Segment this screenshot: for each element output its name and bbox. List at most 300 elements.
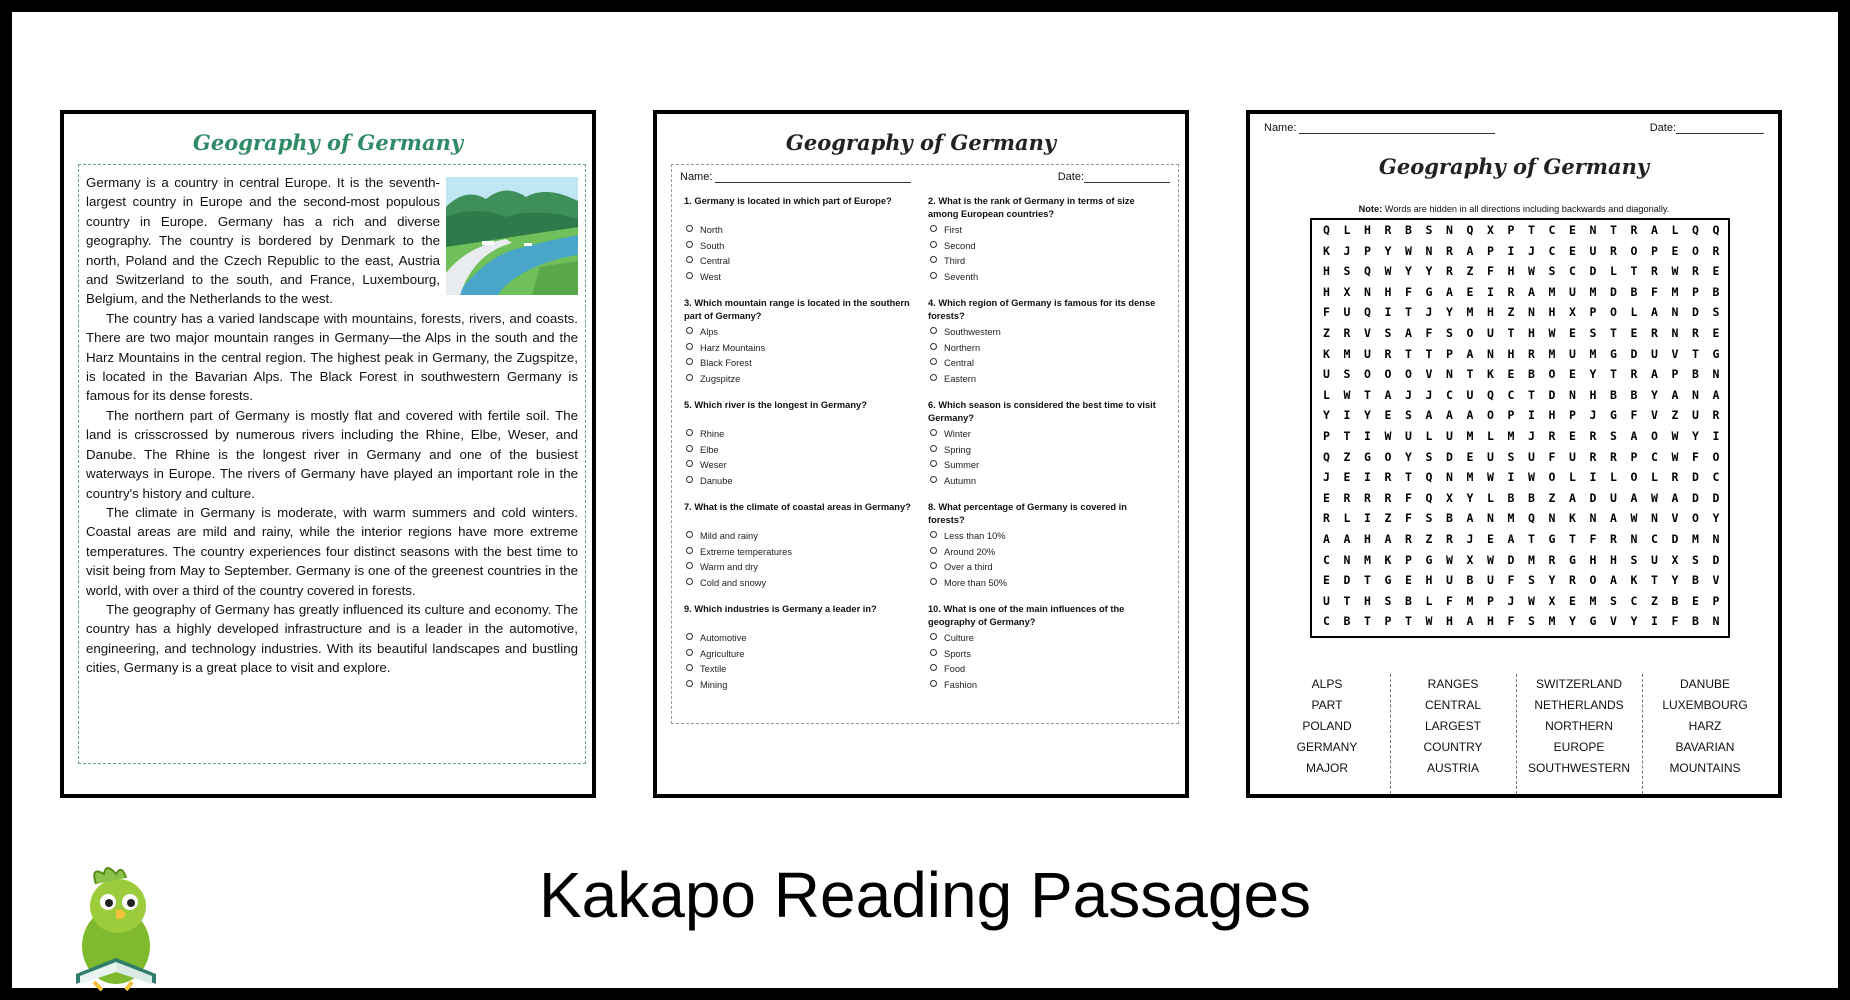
option[interactable]: Less than 10% [930, 529, 1164, 545]
grid-letter[interactable]: S [1405, 408, 1412, 423]
grid-letter[interactable]: V [1364, 326, 1371, 340]
grid-letter[interactable]: Y [1405, 449, 1412, 464]
grid-letter[interactable]: H [1610, 552, 1617, 567]
grid-letter[interactable]: I [1589, 470, 1597, 485]
option[interactable]: Rhine [686, 427, 920, 443]
grid-letter[interactable]: T [1651, 573, 1658, 588]
grid-letter[interactable]: S [1425, 223, 1433, 237]
grid-letter[interactable]: R [1364, 490, 1371, 505]
grid-letter[interactable]: D [1548, 387, 1556, 402]
grid-letter[interactable]: K [1487, 367, 1494, 382]
grid-letter[interactable]: B [1610, 387, 1617, 402]
grid-letter[interactable]: F [1323, 305, 1330, 320]
grid-letter[interactable]: B [1630, 284, 1638, 299]
grid-letter[interactable]: Z [1384, 511, 1392, 526]
grid-letter[interactable]: U [1466, 387, 1474, 402]
grid-letter[interactable]: I [1487, 284, 1494, 299]
grid-letter[interactable]: U [1651, 552, 1658, 567]
grid-letter[interactable]: P [1712, 593, 1720, 608]
grid-letter[interactable]: R [1630, 223, 1638, 237]
grid-letter[interactable]: F [1446, 593, 1453, 608]
grid-letter[interactable]: N [1671, 326, 1679, 340]
grid-letter[interactable]: P [1671, 367, 1679, 382]
grid-letter[interactable]: X [1487, 223, 1494, 237]
grid-letter[interactable]: R [1630, 367, 1638, 382]
grid-letter[interactable]: B [1528, 490, 1535, 505]
grid-letter[interactable]: S [1528, 573, 1535, 588]
grid-letter[interactable]: Z [1507, 305, 1515, 320]
grid-letter[interactable]: N [1446, 223, 1453, 237]
grid-letter[interactable]: A [1610, 573, 1617, 588]
grid-letter[interactable]: N [1487, 346, 1494, 361]
grid-letter[interactable]: U [1569, 284, 1576, 299]
grid-letter[interactable]: S [1384, 593, 1392, 608]
grid-letter[interactable]: P [1384, 614, 1392, 629]
grid-letter[interactable]: Y [1384, 243, 1392, 258]
grid-letter[interactable]: C [1323, 614, 1330, 629]
grid-letter[interactable]: U [1569, 346, 1576, 361]
option[interactable]: South [686, 239, 920, 255]
grid-letter[interactable]: J [1528, 243, 1535, 258]
grid-letter[interactable]: P [1364, 243, 1371, 258]
grid-letter[interactable]: E [1671, 243, 1679, 258]
grid-letter[interactable]: E [1466, 449, 1474, 464]
option[interactable]: Winter [930, 427, 1164, 443]
grid-letter[interactable]: D [1692, 305, 1699, 320]
grid-letter[interactable]: W [1487, 552, 1494, 567]
grid-letter[interactable]: H [1528, 326, 1535, 340]
option[interactable]: Fashion [930, 678, 1164, 694]
grid-letter[interactable]: G [1548, 532, 1556, 546]
grid-letter[interactable]: G [1589, 614, 1597, 629]
grid-letter[interactable]: D [1671, 532, 1679, 546]
grid-letter[interactable]: A [1466, 614, 1474, 629]
grid-letter[interactable]: L [1569, 470, 1576, 485]
grid-letter[interactable]: E [1630, 326, 1638, 340]
grid-letter[interactable]: O [1692, 243, 1699, 258]
grid-letter[interactable]: Q [1692, 223, 1699, 237]
grid-letter[interactable]: B [1528, 367, 1535, 382]
grid-letter[interactable]: A [1384, 532, 1392, 546]
option[interactable]: Mining [686, 678, 920, 694]
grid-letter[interactable]: A [1630, 429, 1638, 443]
grid-letter[interactable]: R [1446, 532, 1453, 546]
grid-letter[interactable]: C [1507, 387, 1515, 402]
grid-letter[interactable]: R [1692, 326, 1699, 340]
grid-letter[interactable]: P [1630, 449, 1638, 464]
grid-letter[interactable]: O [1589, 573, 1597, 588]
grid-letter[interactable]: A [1446, 284, 1453, 299]
grid-letter[interactable]: H [1589, 387, 1597, 402]
date-line[interactable] [1676, 133, 1764, 134]
grid-letter[interactable]: Y [1466, 490, 1474, 505]
grid-letter[interactable]: H [1364, 593, 1371, 608]
grid-letter[interactable]: K [1630, 573, 1638, 588]
grid-letter[interactable]: P [1487, 243, 1494, 258]
grid-letter[interactable]: H [1446, 614, 1453, 629]
grid-letter[interactable]: V [1671, 346, 1679, 361]
grid-letter[interactable]: Q [1487, 387, 1494, 402]
grid-letter[interactable]: D [1343, 573, 1351, 588]
grid-letter[interactable]: Z [1425, 532, 1433, 546]
grid-letter[interactable]: G [1425, 552, 1433, 567]
grid-letter[interactable]: O [1548, 367, 1556, 382]
grid-letter[interactable]: C [1651, 449, 1658, 464]
grid-letter[interactable]: W [1651, 490, 1658, 505]
grid-letter[interactable]: O [1384, 367, 1392, 382]
grid-letter[interactable]: R [1343, 326, 1351, 340]
option[interactable]: Elbe [686, 443, 920, 459]
grid-letter[interactable]: U [1446, 429, 1453, 443]
grid-letter[interactable]: N [1589, 223, 1597, 237]
grid-letter[interactable]: N [1425, 243, 1433, 258]
grid-letter[interactable]: B [1405, 223, 1412, 237]
grid-letter[interactable]: B [1692, 614, 1699, 629]
grid-letter[interactable]: A [1651, 367, 1658, 382]
grid-letter[interactable]: Q [1323, 223, 1330, 237]
grid-letter[interactable]: J [1466, 532, 1474, 546]
option[interactable]: Seventh [930, 270, 1164, 286]
option[interactable]: Central [686, 254, 920, 270]
grid-letter[interactable]: X [1343, 284, 1351, 299]
grid-letter[interactable]: A [1712, 387, 1720, 402]
grid-letter[interactable]: O [1651, 429, 1658, 443]
grid-letter[interactable]: U [1323, 593, 1330, 608]
grid-letter[interactable]: Y [1692, 429, 1699, 443]
grid-letter[interactable]: V [1671, 511, 1679, 526]
grid-letter[interactable]: L [1671, 223, 1679, 237]
grid-letter[interactable]: U [1610, 490, 1617, 505]
grid-letter[interactable]: S [1692, 552, 1699, 567]
grid-letter[interactable]: R [1405, 532, 1412, 546]
grid-letter[interactable]: B [1671, 593, 1679, 608]
grid-letter[interactable]: R [1651, 264, 1658, 279]
grid-letter[interactable]: X [1446, 490, 1453, 505]
grid-letter[interactable]: G [1610, 408, 1617, 423]
grid-letter[interactable]: N [1487, 511, 1494, 526]
grid-letter[interactable]: H [1364, 223, 1371, 237]
option[interactable]: Second [930, 239, 1164, 255]
grid-letter[interactable]: T [1405, 470, 1412, 485]
grid-letter[interactable]: Y [1323, 408, 1330, 423]
grid-letter[interactable]: W [1343, 387, 1351, 402]
grid-letter[interactable]: Y [1589, 367, 1597, 382]
grid-letter[interactable]: M [1466, 305, 1474, 320]
grid-letter[interactable]: T [1630, 264, 1638, 279]
grid-letter[interactable]: L [1323, 387, 1330, 402]
option[interactable]: Spring [930, 443, 1164, 459]
grid-letter[interactable]: N [1712, 614, 1720, 629]
grid-letter[interactable]: E [1323, 490, 1330, 505]
grid-letter[interactable]: I [1384, 305, 1392, 320]
grid-letter[interactable]: Y [1548, 573, 1556, 588]
grid-letter[interactable]: N [1528, 305, 1535, 320]
grid-letter[interactable]: S [1528, 614, 1535, 629]
grid-letter[interactable]: O [1405, 367, 1412, 382]
option[interactable]: First [930, 223, 1164, 239]
grid-letter[interactable]: W [1384, 264, 1392, 279]
grid-letter[interactable]: Z [1671, 408, 1679, 423]
grid-letter[interactable]: U [1323, 367, 1330, 382]
grid-letter[interactable]: I [1507, 470, 1515, 485]
grid-letter[interactable]: Z [1323, 326, 1330, 340]
grid-letter[interactable]: G [1364, 449, 1371, 464]
grid-letter[interactable]: R [1446, 243, 1453, 258]
grid-letter[interactable]: Z [1466, 264, 1474, 279]
grid-letter[interactable]: I [1364, 511, 1371, 526]
grid-letter[interactable]: L [1630, 305, 1638, 320]
grid-letter[interactable]: D [1507, 552, 1515, 567]
grid-letter[interactable]: E [1507, 367, 1515, 382]
grid-letter[interactable]: J [1528, 429, 1535, 443]
grid-letter[interactable]: O [1487, 408, 1494, 423]
option[interactable]: Black Forest [686, 356, 920, 372]
grid-letter[interactable]: P [1507, 223, 1515, 237]
grid-letter[interactable]: A [1610, 511, 1617, 526]
grid-letter[interactable]: G [1425, 284, 1433, 299]
grid-letter[interactable]: R [1528, 346, 1535, 361]
grid-letter[interactable]: V [1712, 573, 1720, 588]
grid-letter[interactable]: H [1507, 264, 1515, 279]
grid-letter[interactable]: P [1405, 552, 1412, 567]
grid-letter[interactable]: N [1569, 387, 1576, 402]
grid-letter[interactable]: L [1343, 511, 1351, 526]
grid-letter[interactable]: S [1548, 264, 1556, 279]
grid-letter[interactable]: M [1466, 429, 1474, 443]
grid-letter[interactable]: U [1651, 346, 1658, 361]
grid-letter[interactable]: P [1651, 243, 1658, 258]
grid-letter[interactable]: B [1446, 511, 1453, 526]
grid-letter[interactable]: A [1425, 408, 1433, 423]
option[interactable]: Third [930, 254, 1164, 270]
grid-letter[interactable]: H [1323, 284, 1330, 299]
option[interactable]: Zugspitze [686, 372, 920, 388]
grid-letter[interactable]: Q [1364, 264, 1371, 279]
grid-letter[interactable]: C [1548, 243, 1556, 258]
grid-letter[interactable]: M [1343, 346, 1351, 361]
grid-letter[interactable]: T [1610, 367, 1617, 382]
grid-letter[interactable]: D [1712, 552, 1720, 567]
grid-letter[interactable]: E [1487, 532, 1494, 546]
grid-letter[interactable]: H [1507, 346, 1515, 361]
grid-letter[interactable]: S [1712, 305, 1720, 320]
option[interactable]: Summer [930, 458, 1164, 474]
grid-letter[interactable]: A [1466, 511, 1474, 526]
grid-letter[interactable]: C [1651, 532, 1658, 546]
grid-letter[interactable]: I [1712, 429, 1720, 443]
grid-letter[interactable]: F [1651, 284, 1658, 299]
grid-letter[interactable]: L [1610, 470, 1617, 485]
grid-letter[interactable]: D [1610, 284, 1617, 299]
grid-letter[interactable]: I [1651, 614, 1658, 629]
grid-letter[interactable]: S [1425, 511, 1433, 526]
grid-letter[interactable]: B [1466, 573, 1474, 588]
grid-letter[interactable]: D [1589, 264, 1597, 279]
grid-letter[interactable]: Y [1405, 264, 1412, 279]
grid-letter[interactable]: A [1651, 305, 1658, 320]
grid-letter[interactable]: E [1569, 223, 1576, 237]
grid-letter[interactable]: F [1405, 511, 1412, 526]
option[interactable]: Around 20% [930, 545, 1164, 561]
grid-letter[interactable]: B [1507, 490, 1515, 505]
grid-letter[interactable]: M [1528, 552, 1535, 567]
grid-letter[interactable]: H [1323, 264, 1330, 279]
grid-letter[interactable]: M [1589, 284, 1597, 299]
grid-letter[interactable]: T [1692, 346, 1699, 361]
grid-letter[interactable]: M [1548, 346, 1556, 361]
grid-letter[interactable]: E [1569, 367, 1576, 382]
grid-letter[interactable]: S [1610, 593, 1617, 608]
grid-letter[interactable]: A [1671, 387, 1679, 402]
grid-letter[interactable]: N [1712, 367, 1720, 382]
option[interactable]: Textile [686, 662, 920, 678]
grid-letter[interactable]: R [1384, 223, 1392, 237]
grid-letter[interactable]: M [1364, 552, 1371, 567]
grid-letter[interactable]: L [1487, 429, 1494, 443]
grid-letter[interactable]: M [1671, 284, 1679, 299]
grid-letter[interactable]: M [1507, 511, 1515, 526]
grid-letter[interactable]: W [1548, 326, 1556, 340]
grid-letter[interactable]: R [1569, 573, 1576, 588]
grid-letter[interactable]: R [1446, 264, 1453, 279]
grid-letter[interactable]: Q [1323, 449, 1330, 464]
grid-letter[interactable]: M [1466, 470, 1474, 485]
grid-letter[interactable]: P [1589, 305, 1597, 320]
option[interactable]: Extreme temperatures [686, 545, 920, 561]
grid-letter[interactable]: C [1712, 470, 1720, 485]
grid-letter[interactable]: N [1446, 470, 1453, 485]
grid-letter[interactable]: Q [1425, 490, 1433, 505]
grid-letter[interactable]: M [1589, 593, 1597, 608]
grid-letter[interactable]: T [1610, 223, 1617, 237]
grid-letter[interactable]: U [1487, 573, 1494, 588]
grid-letter[interactable]: U [1405, 429, 1412, 443]
grid-letter[interactable]: P [1446, 346, 1453, 361]
grid-letter[interactable]: O [1610, 305, 1617, 320]
grid-letter[interactable]: E [1405, 573, 1412, 588]
grid-letter[interactable]: A [1466, 408, 1474, 423]
grid-letter[interactable]: E [1343, 470, 1351, 485]
grid-letter[interactable]: T [1425, 346, 1433, 361]
grid-letter[interactable]: H [1425, 573, 1433, 588]
grid-letter[interactable]: N [1651, 511, 1658, 526]
grid-letter[interactable]: F [1548, 449, 1556, 464]
grid-letter[interactable]: Y [1651, 387, 1658, 402]
grid-letter[interactable]: X [1671, 552, 1679, 567]
grid-letter[interactable]: W [1671, 264, 1679, 279]
grid-letter[interactable]: S [1610, 429, 1617, 443]
grid-letter[interactable]: M [1692, 532, 1699, 546]
grid-letter[interactable]: G [1610, 346, 1617, 361]
grid-letter[interactable]: L [1610, 264, 1617, 279]
grid-letter[interactable]: A [1528, 284, 1535, 299]
grid-letter[interactable]: T [1405, 305, 1412, 320]
grid-letter[interactable]: J [1425, 305, 1433, 320]
name-line[interactable] [715, 182, 911, 183]
grid-letter[interactable]: W [1671, 449, 1679, 464]
grid-letter[interactable]: N [1712, 532, 1720, 546]
option[interactable]: Danube [686, 474, 920, 490]
grid-letter[interactable]: A [1466, 243, 1474, 258]
grid-letter[interactable]: T [1528, 532, 1535, 546]
grid-letter[interactable]: V [1651, 408, 1658, 423]
grid-letter[interactable]: P [1507, 408, 1515, 423]
grid-letter[interactable]: A [1446, 408, 1453, 423]
grid-letter[interactable]: W [1384, 429, 1392, 443]
grid-letter[interactable]: F [1405, 284, 1412, 299]
grid-letter[interactable]: C [1446, 387, 1453, 402]
grid-letter[interactable]: S [1630, 552, 1638, 567]
grid-letter[interactable]: T [1569, 532, 1576, 546]
grid-letter[interactable]: O [1692, 511, 1699, 526]
option[interactable]: Sports [930, 647, 1164, 663]
grid-letter[interactable]: M [1466, 593, 1474, 608]
option[interactable]: Warm and dry [686, 560, 920, 576]
grid-letter[interactable]: A [1405, 326, 1412, 340]
option[interactable]: Over a third [930, 560, 1164, 576]
grid-letter[interactable]: H [1364, 532, 1371, 546]
grid-letter[interactable]: B [1692, 573, 1699, 588]
grid-letter[interactable]: W [1425, 614, 1433, 629]
grid-letter[interactable]: X [1548, 593, 1556, 608]
letter-grid[interactable] [1310, 218, 1730, 638]
grid-letter[interactable]: W [1528, 264, 1535, 279]
grid-letter[interactable]: X [1569, 305, 1576, 320]
option[interactable]: North [686, 223, 920, 239]
option[interactable]: Eastern [930, 372, 1164, 388]
grid-letter[interactable]: H [1589, 552, 1597, 567]
grid-letter[interactable]: R [1692, 264, 1699, 279]
grid-letter[interactable]: A [1507, 532, 1515, 546]
grid-letter[interactable]: U [1343, 305, 1351, 320]
grid-letter[interactable]: A [1323, 532, 1330, 546]
grid-letter[interactable]: B [1712, 284, 1720, 299]
grid-letter[interactable]: D [1712, 490, 1720, 505]
grid-letter[interactable]: G [1384, 573, 1392, 588]
grid-letter[interactable]: U [1692, 408, 1699, 423]
grid-letter[interactable]: G [1712, 346, 1720, 361]
grid-letter[interactable]: I [1343, 408, 1351, 423]
grid-letter[interactable]: T [1364, 387, 1371, 402]
grid-letter[interactable]: Y [1364, 408, 1371, 423]
grid-letter[interactable]: K [1384, 552, 1392, 567]
grid-letter[interactable]: C [1323, 552, 1330, 567]
grid-letter[interactable]: U [1364, 346, 1371, 361]
grid-letter[interactable]: I [1364, 470, 1371, 485]
grid-letter[interactable]: Q [1425, 470, 1433, 485]
grid-letter[interactable]: F [1589, 532, 1597, 546]
grid-letter[interactable]: S [1343, 367, 1351, 382]
grid-letter[interactable]: J [1343, 243, 1351, 258]
grid-letter[interactable]: B [1692, 367, 1699, 382]
grid-letter[interactable]: F [1425, 326, 1433, 340]
grid-letter[interactable]: V [1610, 614, 1617, 629]
grid-letter[interactable]: Z [1548, 490, 1556, 505]
grid-letter[interactable]: W [1487, 470, 1494, 485]
grid-letter[interactable]: O [1712, 449, 1720, 464]
grid-letter[interactable]: B [1405, 593, 1412, 608]
grid-letter[interactable]: C [1548, 223, 1556, 237]
grid-letter[interactable]: I [1364, 429, 1371, 443]
grid-letter[interactable]: W [1671, 429, 1679, 443]
grid-letter[interactable]: A [1630, 490, 1638, 505]
grid-letter[interactable]: B [1343, 614, 1351, 629]
grid-letter[interactable]: C [1569, 264, 1576, 279]
grid-letter[interactable]: X [1466, 552, 1474, 567]
grid-letter[interactable]: K [1323, 243, 1330, 258]
grid-letter[interactable]: F [1630, 408, 1638, 423]
grid-letter[interactable]: T [1528, 387, 1535, 402]
